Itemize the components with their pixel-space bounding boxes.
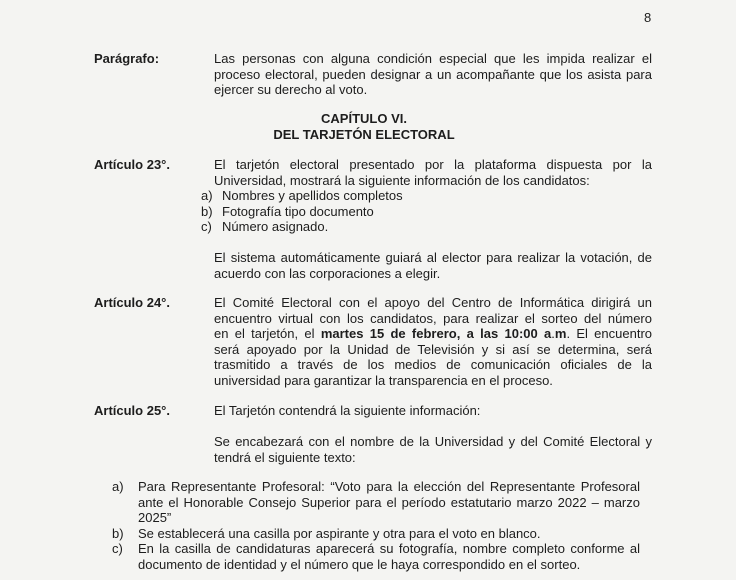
list-item-text: Número asignado. xyxy=(222,219,329,235)
list-item-text xyxy=(138,479,640,526)
list-item xyxy=(112,479,640,526)
text-line: El Tarjetón contendrá la siguiente información: xyxy=(214,403,481,418)
list-marker: c) xyxy=(112,541,123,557)
text-line: Se encabezará con el nombre de la Universidad y del Comité Electoral y xyxy=(214,434,652,449)
article-25-intro xyxy=(214,403,652,419)
text-line: El sistema automáticamente guiará al elector para realizar la votación, de xyxy=(214,250,652,265)
page-number: 8 xyxy=(644,10,652,25)
list-item-text xyxy=(138,526,640,542)
list-marker: b) xyxy=(112,525,124,541)
chapter-heading xyxy=(214,111,514,142)
article-23-para2 xyxy=(214,250,652,281)
text-line: Para Representante Profesoral: “Voto para la elección del Representante Profesoral xyxy=(138,479,640,494)
list-marker: a) xyxy=(112,479,124,494)
list-item-text: Nombres y apellidos completos xyxy=(222,188,403,203)
text-line: encuentro virtual con los candidatos, para realizar el sorteo del número xyxy=(214,310,652,326)
text-line: Las personas con alguna condición especial que les impida realizar el xyxy=(214,51,652,66)
article-25-list xyxy=(112,479,640,573)
text-line: tendrá el siguiente texto: xyxy=(214,449,356,465)
text-line: proceso electoral, pueden designar a un acompañante que los asista para xyxy=(214,66,652,82)
text-line: Universidad, mostrará la siguiente información de los candidatos: xyxy=(214,172,590,188)
chapter-title: DEL TARJETÓN ELECTORAL xyxy=(273,126,455,142)
text-line: trasmitido a través de los medios de comunicación oficiales de la xyxy=(214,357,652,373)
text-line: El Comité Electoral con el apoyo del Centro de Informática dirigirá un xyxy=(214,295,652,310)
list-item xyxy=(201,219,403,235)
list-item xyxy=(201,204,403,220)
time-suffix-bold: m xyxy=(554,326,567,342)
list-marker: c) xyxy=(201,219,212,235)
chapter-number: CAPÍTULO VI. xyxy=(321,111,407,126)
article-24-text xyxy=(214,295,652,389)
list-item xyxy=(112,541,640,572)
article-23-label: Artículo 23°. xyxy=(94,157,170,172)
text-line: será apoyado por la Unidad de Televisión y si así se determina, será xyxy=(214,341,652,357)
list-item-text xyxy=(138,541,640,572)
text-line: universidad para garantizar la transparencia en el proceso. xyxy=(214,372,553,388)
article-23-text xyxy=(214,157,652,188)
list-item xyxy=(201,188,403,204)
text-line: En la casilla de candidaturas aparecerá su fotografía, nombre completo conforme al xyxy=(138,541,640,557)
article-24-label: Artículo 24°. xyxy=(94,295,170,310)
list-item-text: Fotografía tipo documento xyxy=(222,203,374,219)
text-line: Se establecerá una casilla por aspirante y otra para el voto en blanco. xyxy=(138,525,541,541)
text-run: . xyxy=(551,326,555,342)
text-line: documento de identidad y el número que le haya correspondido en el sorteo. xyxy=(138,556,581,572)
paragrafo-label: Parágrafo: xyxy=(94,51,160,66)
text-line xyxy=(214,326,652,342)
text-line: ejercer su derecho al voto. xyxy=(214,82,368,98)
text-line: ante el Honorable Consejo Superior para el período estatutario marzo 2022 – marzo xyxy=(138,494,640,510)
text-line: El tarjetón electoral presentado por la plataforma dispuesta por la xyxy=(214,157,652,172)
list-marker: a) xyxy=(201,188,213,203)
list-marker: b) xyxy=(201,203,213,219)
date-time-bold: martes 15 de febrero, a las 10:00 a xyxy=(320,326,552,342)
article-25-label: Artículo 25°. xyxy=(94,403,170,418)
article-23-list xyxy=(201,188,403,235)
paragrafo-text xyxy=(214,51,652,98)
text-line: 2025” xyxy=(138,510,172,526)
text-run: . El encuentro xyxy=(566,326,652,342)
text-line: acuerdo con las corporaciones a elegir. xyxy=(214,265,441,281)
text-run: en el tarjetón, el xyxy=(214,326,321,342)
list-item xyxy=(112,526,640,542)
article-25-para2 xyxy=(214,434,652,465)
